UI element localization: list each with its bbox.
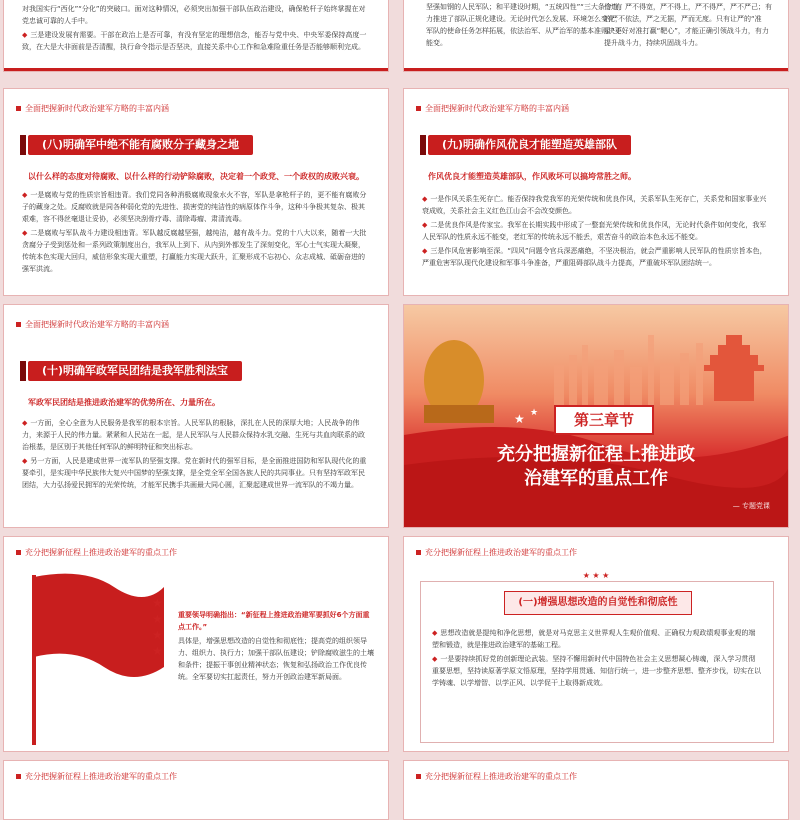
header-square-icon (16, 106, 21, 111)
cover-title-line-2: 治建军的重点工作 (524, 468, 668, 489)
slide-4-point-2-text: 二是优良作风是传家宝。我军在长期实践中形成了一整套光荣传统和优良作风，无论时代条件如何变化，我军人民军队的性质永远不能变，老红军的传统永远不能丢，艰苦奋斗的政治本色永远不能变。 (422, 221, 767, 241)
slide-5-point-1-text: 一方面，全心全意为人民服务是我军的根本宗旨。人民军队的根脉，深扎在人民的深厚大地；人民战争的伟力，来源于人民的伟力量。紧紧和人民站在一起，是人民军队与人民群众保持水乳交融、生死与共血肉联系的政治根基，是区别于其他任何军队的鲜明特征和突出标志。 (22, 419, 365, 451)
slide-8[interactable] (403, 536, 789, 752)
star-column (152, 595, 163, 659)
header-square-icon (16, 774, 21, 779)
slide-5-point-1 (22, 417, 370, 453)
slide-5-lead: 军政军民团结是推进政治建军的优势所在、力量所在。 (28, 398, 220, 407)
slide-5-title: (十)明确军政军民团结是我军胜利法宝 (28, 361, 242, 381)
slide-7-intro: 重要领导明确指出：“新征程上推进政治建军要抓好6个方面重点工作。” (178, 611, 370, 631)
slide-4-point-2 (422, 219, 770, 243)
header-square-icon (416, 774, 421, 779)
cover-tag: — 专题党课 (732, 502, 770, 510)
slide-4-body (422, 193, 770, 271)
header-square-icon (416, 106, 421, 111)
slide-7-body (178, 609, 374, 685)
slide-7-header-text: 充分把握新征程上推进政治建军的重点工作 (25, 548, 177, 557)
slide-10-header (416, 771, 577, 782)
slide-7[interactable] (3, 536, 389, 752)
slide-2[interactable] (403, 0, 789, 72)
slide-2-body-right (604, 1, 772, 51)
star-icon: ★ (152, 596, 163, 610)
slide-5-header (16, 319, 169, 330)
slide-8-point-1-text: 思想改造就是提纯和净化思想，就是对马克思主义世界观人生观价值观、正确权力观政绩观事业观的端塑和锻造，就是推进政治建军的基础工程。 (432, 629, 756, 649)
slide-4-point-1-text: 一是作风关系生死存亡。能否保持我党我军的光荣传统和优良作风，关系军队生死存亡，关系党和国家事业兴衰成败，关系社会主义红色江山会不会改变颜色。 (422, 195, 767, 215)
bullet-icon: ◆ (422, 195, 428, 203)
star-icon: ★ (152, 612, 163, 626)
bullet-icon: ◆ (22, 31, 28, 39)
bullet-icon: ◆ (422, 221, 428, 229)
slide-1-line-2 (22, 29, 370, 53)
slide-9[interactable] (3, 760, 389, 820)
slide-1-line-1: 对我国实行“西化”“分化”的突破口。面对这种情况，必须突出加强干部队伍政治建设，确保枪杆子始终掌握在对党忠诚可靠的人手中。 (22, 5, 366, 25)
slide-8-title: (一)增强思想改造的自觉性和彻底性 (504, 591, 692, 615)
slide-3-point-2 (22, 227, 370, 275)
bullet-icon: ◆ (422, 247, 428, 255)
slide-10[interactable] (403, 760, 789, 820)
stars-decoration: ★ ★ ★ (582, 571, 610, 580)
slide-1[interactable] (3, 0, 389, 72)
bullet-icon: ◆ (22, 191, 28, 199)
slide-5-point-2 (22, 455, 370, 491)
slide-7-rest: 具体是，增强思想改造的自觉性和彻底性；提高党的组织领导力、组织力、执行力；加强干部队伍建设；铲除腐败滋生的土壤和条件；提振干事创业精神状态；恢复和弘扬政治工作优良传统。全军要切实扛起责任，努力开创政治建军新局面。 (178, 637, 374, 681)
slide-3-point-1-text: 一是腐败与党的性质宗旨相违背。我们党同各种消极腐败现象水火不容，军队是拿枪杆子的，更不能有腐败分子的藏身之处。反腐败就是同各种弱化党的先进性、损害党的纯洁性的病原体作斗争，这种斗争极其复杂、极其艰难，容不得丝毫退让妥协，必须坚决刮骨疗毒、清除毒瘤、肃清流毒。 (22, 191, 367, 223)
slide-4-header-text: 全面把握新时代政治建军方略的丰富内涵 (425, 104, 569, 113)
slide-9-header (16, 771, 177, 782)
slide-6-cover[interactable] (403, 304, 789, 528)
slide-3-point-2-text: 二是腐败与军队战斗力建设相违背。军队越反腐越坚强，越纯洁，越有战斗力。党的十八大以来，随着一大批贪腐分子受到惩处和一系列政策制度出台，我军从上到下、从内到外都发生了深刻变化，军心士气实现大凝聚，传统本色实现大回归，威信形象实现大重塑，打赢能力实现大跃升，汇聚形成不忘初心、众志成城、砥砺奋进的强军洪流。 (22, 229, 367, 273)
slide-5[interactable] (3, 304, 389, 528)
star-icon: ★ (152, 644, 163, 658)
slide-4-title: (九)明确作风优良才能塑造英雄部队 (428, 135, 631, 155)
chapter-label: 第三章节 (554, 405, 654, 435)
header-square-icon (16, 550, 21, 555)
slide-4[interactable] (403, 88, 789, 296)
star-icon: ★ (152, 628, 163, 642)
bullet-icon: ◆ (22, 457, 28, 465)
slide-8-point-2-text: 一是要持续抓好党的创新理论武装。坚持不懈用新时代中国特色社会主义思想凝心铸魂，深入学习贯彻重要思想，坚持读原著学原文悟原理，坚持学用贯通、知信行统一，进一步整齐思想、整齐步伐，切实在以学铸魂、以学增智、以学正风、以学促干上取得新成效。 (432, 655, 761, 687)
slide-5-header-text: 全面把握新时代政治建军方略的丰富内涵 (25, 320, 169, 329)
slide-9-header-text: 充分把握新征程上推进政治建军的重点工作 (25, 772, 177, 781)
slide-1-bottom-bar (4, 68, 388, 71)
slide-2-line-2: 信道，严不得宽，严不得上，严不得严，严不严己；有的严不依法，严之无据，严而无度。只有让严的“准星”更好对准打赢“靶心”，才能正确引领战斗力，有力提升战斗力，持续巩固战斗力。 (604, 3, 772, 47)
slide-2-body-left (426, 1, 628, 51)
slide-8-header-text: 充分把握新征程上推进政治建军的重点工作 (425, 548, 577, 557)
slide-3-header (16, 103, 169, 114)
slide-4-point-1 (422, 193, 770, 217)
bullet-icon: ◆ (432, 655, 438, 663)
star-icon: ★ (530, 408, 539, 418)
bullet-icon: ◆ (22, 419, 28, 427)
header-square-icon (416, 550, 421, 555)
slide-2-bottom-bar (404, 68, 788, 71)
slide-3-lead: 以什么样的态度对待腐败、以什么样的行动铲除腐败，决定着一个政党、一个政权的成败兴衰。 (28, 172, 364, 181)
star-icon: ★ (514, 412, 525, 426)
slide-7-header (16, 547, 177, 558)
bullet-icon: ◆ (22, 229, 28, 237)
slide-8-body (432, 627, 762, 691)
slide-8-header (416, 547, 577, 558)
header-square-icon (16, 322, 21, 327)
slide-4-point-3 (422, 245, 770, 269)
slide-2-line-1: 坚强如钢的人民军队；和平建设时期，“五统四性”“三大条令”有力推进了部队正规化建设。无论时代怎么发展、环境怎么变化，军队的使命任务怎样拓展，依法治军、从严治军的基本准则决不能变。 (426, 3, 623, 47)
slide-5-point-2-text: 另一方面，人民是建成世界一流军队的坚强支撑。党在新时代的强军目标，是全面推进国防和军队现代化的重要牵引，是实现中华民族伟大复兴中国梦的坚强支撑，是全党全军全国各族人民的共同事业。只有坚持军政军民团结，大力弘扬爱民拥军的光荣传统，才能军民携手共画最大同心圆，汇聚起建成世界一流军队的不竭力量。 (22, 457, 367, 489)
slide-1-body (22, 3, 370, 55)
cover-title-line-1: 充分把握新征程上推进政 (497, 444, 695, 465)
bullet-icon: ◆ (432, 629, 438, 637)
slide-4-point-3-text: 三是作风危害影响至深。“四风”问题令官兵深恶痛绝，不坚决根治，就会严重影响人民军队的性质宗旨本色，严重危害军队现代化建设和军事斗争准备，严重阻碍部队战斗力提高，严重破坏军队团结统一。 (422, 247, 767, 267)
slide-4-header (416, 103, 569, 114)
slide-8-point-2 (432, 653, 762, 689)
slide-1-line-2-text: 三是建设发展有需要。干部在政治上是否可靠，有没有坚定的理想信念，能否与党中央、中央军委保持高度一致，在大是大非面前是否清醒，执行命令指示是否坚决，直接关系中心工作和急难险重任务是否能够顺利完成。 (22, 31, 367, 51)
cover-title (404, 443, 788, 491)
slide-3[interactable] (3, 88, 389, 296)
slide-3-title: (八)明确军中绝不能有腐败分子藏身之地 (28, 135, 253, 155)
slide-8-point-1 (432, 627, 762, 651)
slide-3-point-1 (22, 189, 370, 225)
slide-3-header-text: 全面把握新时代政治建军方略的丰富内涵 (25, 104, 169, 113)
slide-10-header-text: 充分把握新征程上推进政治建军的重点工作 (425, 772, 577, 781)
slide-5-body (22, 417, 370, 493)
slide-4-lead: 作风优良才能塑造英雄部队，作风败坏可以搞垮常胜之师。 (428, 172, 636, 181)
slide-3-body (22, 189, 370, 277)
